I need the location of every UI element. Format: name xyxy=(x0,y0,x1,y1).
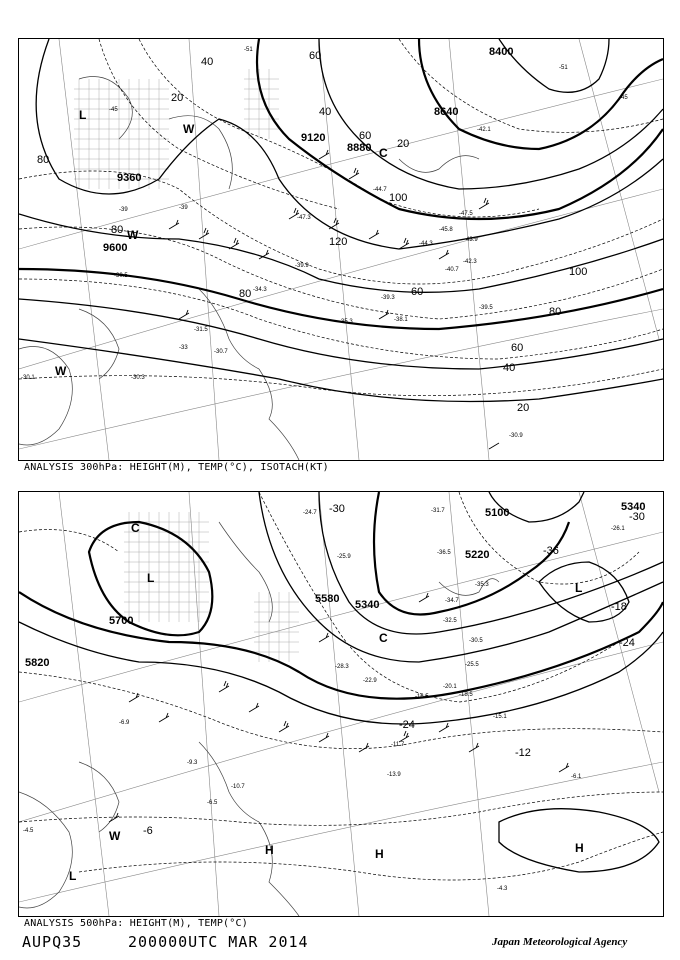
temp-label: -22.9 xyxy=(363,678,377,684)
height-label: 5340 xyxy=(621,501,646,513)
temp-label: -35.3 xyxy=(339,319,353,325)
temp-label: -4.5 xyxy=(23,828,34,834)
temp-label: -30.1 xyxy=(21,375,35,381)
isotherm-label: -6 xyxy=(143,825,153,837)
temp-label: -35.3 xyxy=(475,582,489,588)
isotach-label: 120 xyxy=(329,236,348,248)
temp-label: -42.3 xyxy=(463,259,477,265)
isotach-label: 80 xyxy=(239,288,252,300)
height-label: 5820 xyxy=(25,657,50,669)
temp-label: -25.5 xyxy=(465,662,479,668)
map-300hpa-canvas xyxy=(19,39,663,460)
temp-label: -39.9 xyxy=(295,263,309,269)
system-marker: L xyxy=(79,108,87,122)
system-marker: W xyxy=(109,829,121,843)
isotherm-label: -30 xyxy=(329,503,345,515)
temp-label: -51 xyxy=(559,65,568,71)
isotherm-label: -30 xyxy=(629,511,645,523)
map-500hpa-canvas xyxy=(19,492,663,916)
temp-label: -45.8 xyxy=(439,227,453,233)
system-marker: W xyxy=(183,122,195,136)
temp-label: -32.5 xyxy=(443,618,457,624)
temp-label: -31.5 xyxy=(194,327,208,333)
temp-label: -26.1 xyxy=(611,526,625,532)
panel-300-caption: ANALYSIS 300hPa: HEIGHT(M), TEMP(°C), ISOTACH(KT) xyxy=(24,462,329,473)
temp-label: -44.7 xyxy=(373,187,387,193)
temp-label: -39 xyxy=(179,205,188,211)
isotherm-label: -36 xyxy=(543,545,559,557)
height-label: 9120 xyxy=(301,132,326,144)
panel-500-caption: ANALYSIS 500hPa: HEIGHT(M), TEMP(°C) xyxy=(24,918,248,929)
system-marker: C xyxy=(131,521,140,535)
height-label: 8880 xyxy=(347,142,372,154)
temp-label: -15.1 xyxy=(493,714,507,720)
temp-label: -10.7 xyxy=(231,784,245,790)
temp-label: -30.3 xyxy=(131,375,145,381)
temp-label: -34.3 xyxy=(253,287,267,293)
temp-label: -39.3 xyxy=(381,295,395,301)
height-label: 5100 xyxy=(485,507,510,519)
isotherm-lines xyxy=(19,492,663,880)
isotach-label: 80 xyxy=(111,224,124,236)
temp-label: -18.5 xyxy=(459,692,473,698)
isotach-label: 20 xyxy=(171,92,184,104)
system-marker: C xyxy=(379,631,388,645)
valid-time: 200000UTC MAR 2014 xyxy=(128,933,309,951)
isotherm-label: -18 xyxy=(611,601,627,613)
agency-name: Japan Meteorological Agency xyxy=(492,936,628,948)
temp-label: -6.9 xyxy=(119,720,130,726)
isotach-label: 100 xyxy=(569,266,588,278)
system-marker: L xyxy=(575,581,583,595)
temp-label: -30.5 xyxy=(114,273,128,279)
height-labels xyxy=(25,501,645,669)
temp-label: -28.3 xyxy=(335,664,349,670)
height-label: 5700 xyxy=(109,615,134,627)
isotherm-label: -12 xyxy=(515,747,531,759)
temp-label: -33 xyxy=(179,345,188,351)
temp-label: -31.7 xyxy=(431,508,445,514)
isotach-label: 20 xyxy=(517,402,530,414)
temp-label: -47.3 xyxy=(297,215,311,221)
height-label: 9600 xyxy=(103,242,128,254)
temp-label: -30.5 xyxy=(469,638,483,644)
isotach-label: 80 xyxy=(549,306,562,318)
temp-label: -13.9 xyxy=(387,772,401,778)
isotherm-label: -24 xyxy=(399,719,415,731)
temp-label: -44.3 xyxy=(419,241,433,247)
isotach-label: 60 xyxy=(309,50,322,62)
system-marker: W xyxy=(55,364,67,378)
temp-label: -30.9 xyxy=(509,433,523,439)
temp-label: -9.3 xyxy=(187,760,198,766)
wind-barbs xyxy=(109,593,569,822)
system-marker: H xyxy=(265,843,274,857)
height-label: 5340 xyxy=(355,599,380,611)
coastlines xyxy=(19,522,499,916)
temp-label: -11.7 xyxy=(391,742,405,748)
temp-label: -43.9 xyxy=(464,237,478,243)
system-marker: L xyxy=(147,571,155,585)
temp-label: -39.5 xyxy=(479,305,493,311)
isotach-label: 60 xyxy=(411,286,424,298)
temp-label: -25.9 xyxy=(337,554,351,560)
temp-label: -36.5 xyxy=(437,550,451,556)
height-label: 5220 xyxy=(465,549,490,561)
temp-label: -39 xyxy=(119,207,128,213)
system-marker: W xyxy=(127,228,139,242)
height-contours xyxy=(19,39,663,402)
isotherm-label: -24 xyxy=(619,637,635,649)
chart-id: AUPQ35 xyxy=(22,933,83,951)
isotach-label: 60 xyxy=(511,342,524,354)
system-marker: C xyxy=(379,146,388,160)
temp-label: -45 xyxy=(619,95,628,101)
isotach-label: 80 xyxy=(37,154,50,166)
temp-label: -40.7 xyxy=(445,267,459,273)
temp-label: -20.1 xyxy=(443,684,457,690)
temp-label: -38.1 xyxy=(394,317,408,323)
system-marker: H xyxy=(375,847,384,861)
system-marker: H xyxy=(575,841,584,855)
isotach-label: 40 xyxy=(503,362,516,374)
height-label: 9360 xyxy=(117,172,142,184)
temp-label: -6.5 xyxy=(207,800,218,806)
temp-label: -6.1 xyxy=(571,774,582,780)
system-marker: L xyxy=(69,869,77,883)
height-contours xyxy=(19,492,663,872)
temp-label: -34.7 xyxy=(445,598,459,604)
height-label: 8640 xyxy=(434,106,459,118)
isotach-label: 40 xyxy=(201,56,214,68)
temp-label: -51 xyxy=(244,47,253,53)
temp-label: -30.7 xyxy=(214,349,228,355)
isotach-label: 40 xyxy=(319,106,332,118)
isotach-label: 60 xyxy=(359,130,372,142)
temp-label: -16.5 xyxy=(415,694,429,700)
temp-label: -47.5 xyxy=(459,211,473,217)
isotach-label: 100 xyxy=(389,192,408,204)
map-300hpa xyxy=(18,38,664,461)
temp-label: -42.1 xyxy=(477,127,491,133)
height-label: 8400 xyxy=(489,46,514,58)
map-500hpa xyxy=(18,491,664,917)
isotach-label: 20 xyxy=(397,138,410,150)
temp-label: -45 xyxy=(109,107,118,113)
temp-label: -4.3 xyxy=(497,886,508,892)
temp-label: -24.7 xyxy=(303,510,317,516)
height-label: 5580 xyxy=(315,593,340,605)
